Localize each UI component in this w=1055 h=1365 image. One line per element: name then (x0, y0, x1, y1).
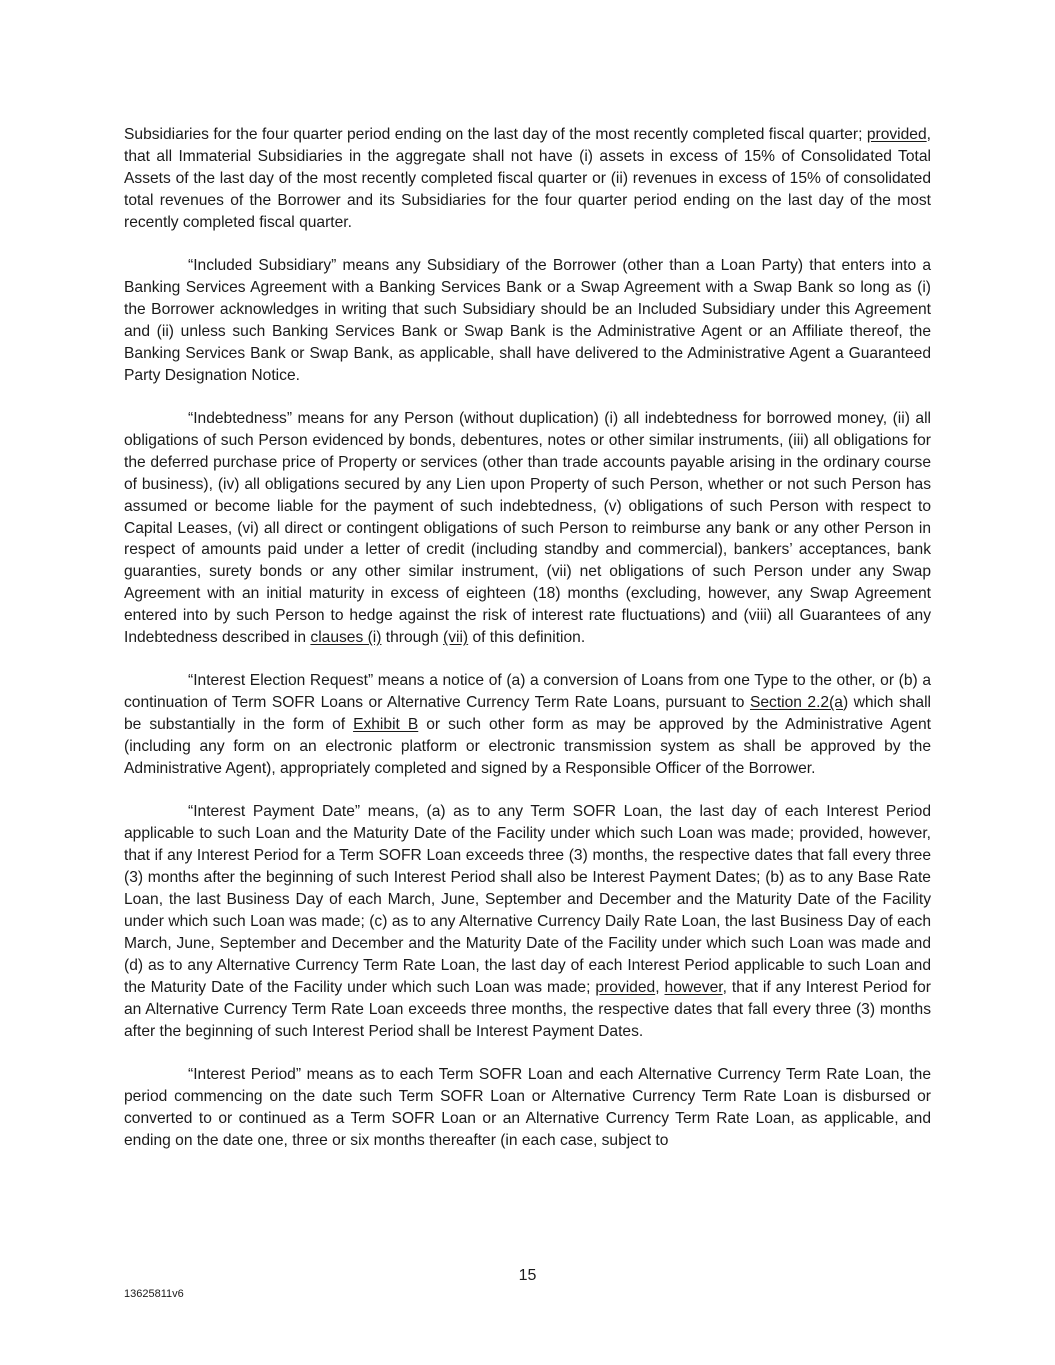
document-body (124, 124, 931, 1173)
text-run: through (381, 629, 444, 647)
paragraph-interest-payment-date (124, 801, 931, 1042)
underlined-clauses-i: clauses (i) (310, 629, 382, 647)
text-run: or such other form as may be approved by the Administrative Agent (including any form on an electronic platform or electronic transmission system as shall be approved by the Administrative Agent), appropriately completed and signed by a Responsible Officer of the Borrower. (124, 716, 931, 778)
text-run: , that all Immaterial Subsidiaries in the aggregate shall not have (i) assets in excess of 15% of Consolidated Total Assets of the last day of the most recently completed fiscal quarter or (ii) revenues in excess of 15% of consolidated total revenues of the Borrower and its Subsidiaries for the four quarter period ending on the last day of the most recently completed fiscal quarter. (124, 126, 931, 231)
underlined-term-however: however (664, 978, 723, 996)
paragraph-interest-period (124, 1064, 931, 1152)
paragraph-immaterial-subsidiary-continued (124, 124, 931, 234)
text-run: “Included Subsidiary” means any Subsidiary of the Borrower (other than a Loan Party) that enters into a Banking Services Agreement with a Banking Services Bank or a Swap Agreement with a Swap Bank so long as (i) the Borrower acknowledges in writing that such Subsidiary should be an Included Subsidiary under this Agreement and (ii) unless such Banking Services Bank or Swap Bank is the Administrative Agent or an Affiliate thereof, the Banking Services Bank or Swap Bank, as applicable, shall have delivered to the Administrative Agent a Guaranteed Party Designation Notice. (124, 257, 931, 384)
document-id: 13625811v6 (124, 1288, 184, 1300)
text-run: Subsidiaries for the four quarter period ending on the last day of the most recently completed fiscal quarter; (124, 126, 867, 143)
underlined-clause-vii: (vii) (443, 629, 469, 647)
text-run: “Indebtedness” means for any Person (without duplication) (i) all indebtedness for borrowed money, (ii) all obligations of such Person evidenced by bonds, debentures, notes or other similar instruments, (iii) all obligations for the deferred purchase price of Property or services (other than trade accounts payable arising in the ordinary course of business), (iv) all obligations secured by any Lien upon Property of such Person, whether or not such Person has assumed or become liable for the payment of such indebtedness, (v) obligations of such Person with respect to Capital Leases, (vi) all direct or contingent obligations of such Person to reimburse any bank or any other Person in respect of amounts paid under a letter of credit (including standby and commercial), bankers’ acceptances, bank guaranties, surety bonds or any other similar instrument, (vii) net obligations of such Person under any Swap Agreement with an initial maturity in excess of eighteen (18) months (excluding, however, any Swap Agreement entered into by such Person to hedge against the risk of interest rate fluctuations) and (viii) all Guarantees of any Indebtedness described in (124, 409, 931, 647)
text-run: ) which shall be substantially in the form of (124, 694, 932, 734)
underlined-exhibit-reference: Exhibit B (353, 716, 419, 734)
paragraph-interest-election-request (124, 670, 931, 780)
text-run: “Interest Payment Date” means, (a) as to any Term SOFR Loan, the last day of each Interest Period applicable to such Loan and the Maturity Date of the Facility under which such Loan was made; provided, however, that if any Interest Period for a Term SOFR Loan exceeds three (3) months, the respective dates that fall every three (3) months after the beginning of such Interest Period shall also be Interest Payment Dates; (b) as to any Base Rate Loan, the last Business Day of each March, June, September and December and the Maturity Date of the Facility under which such Loan was made; (c) as to any Alternative Currency Daily Rate Loan, the last Business Day of each March, June, September and December and the Maturity Date of the Facility under which such Loan was made and (d) as to any Alternative Currency Term Rate Loan, the last day of each Interest Period applicable to such Loan and the Maturity Date of the Facility under which such Loan was made; (124, 803, 931, 996)
text-run: of this definition. (468, 629, 586, 647)
underlined-term-provided: provided (595, 978, 656, 996)
text-run: , (655, 978, 665, 996)
text-run: “Interest Election Request” means a notice of (a) a conversion of Loans from one Type to the other, or (b) a continuation of Term SOFR Loans or Alternative Currency Term Rate Loans, pursuant to (124, 672, 931, 712)
text-run: , that if any Interest Period for an Alternative Currency Term Rate Loan exceeds three months, the respective dates that fall every three (3) months after the beginning of such Interest Period shall be Interest Payment Dates. (124, 978, 931, 1040)
paragraph-included-subsidiary (124, 255, 931, 386)
underlined-term-provided: provided (866, 126, 927, 143)
text-run: “Interest Period” means as to each Term SOFR Loan and each Alternative Currency Term Rate Loan, the period commencing on the date such Term SOFR Loan or Alternative Currency Term Rate Loan is disbursed or converted to or continued as a Term SOFR Loan or an Alternative Currency Term Rate Loan, as applicable, and ending on the date one, three or six months thereafter (in each case, subject to (124, 1065, 931, 1149)
underlined-section-reference: Section 2.2(a (749, 694, 843, 712)
page-number: 15 (518, 1267, 537, 1284)
paragraph-indebtedness (124, 408, 931, 649)
